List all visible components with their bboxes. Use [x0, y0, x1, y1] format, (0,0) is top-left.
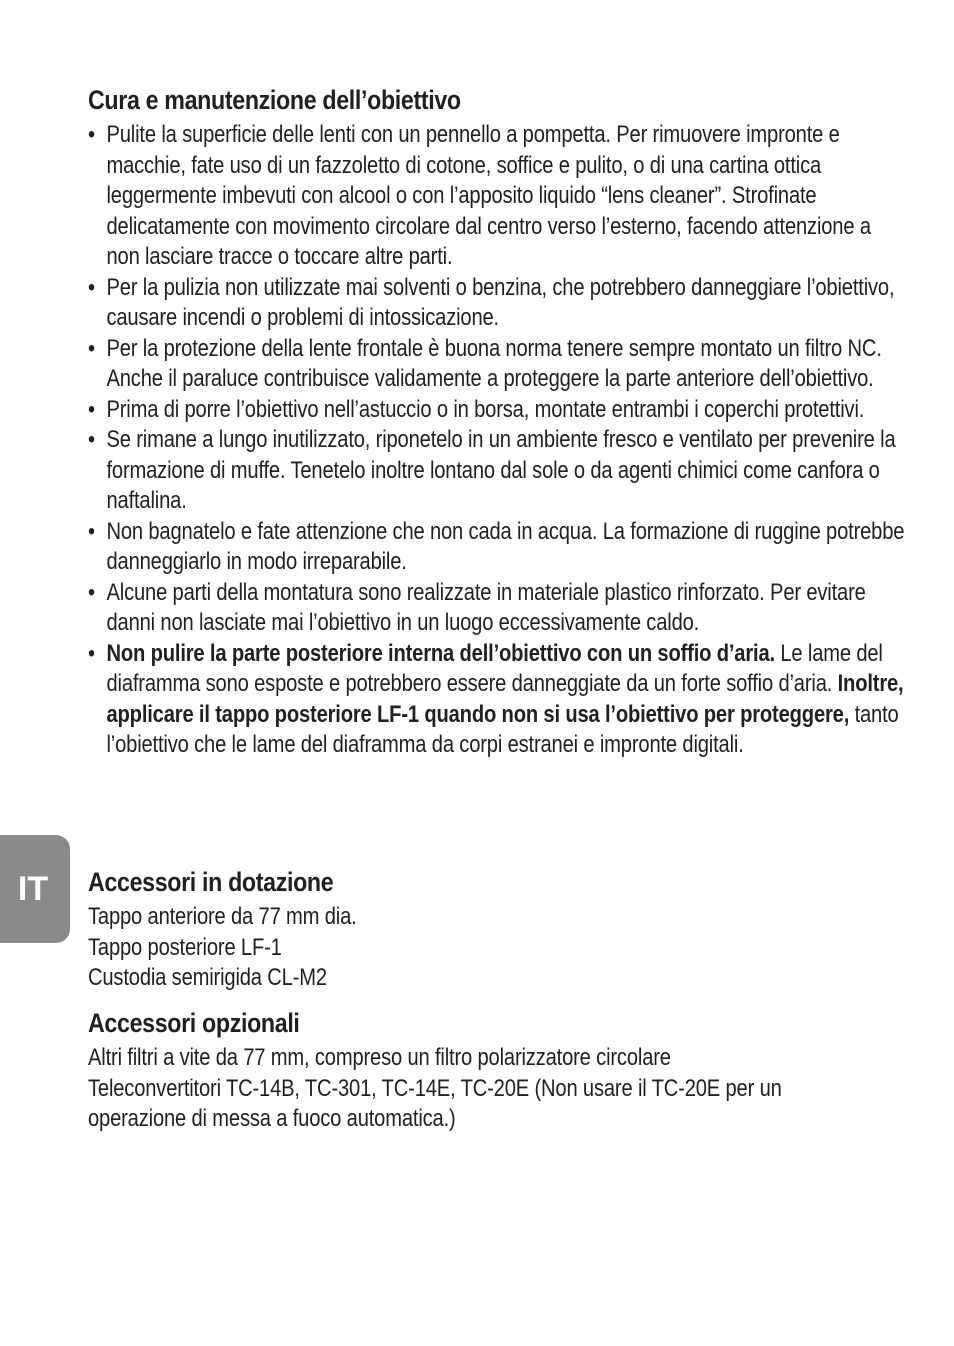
list-item: • Non bagnatelo e fate attenzione che non cada in acqua. La formazione di ruggine potrebbe danneggiarlo in modo irreparabile. — [88, 517, 908, 578]
list-item-warning — [88, 639, 908, 761]
optional-heading: Accessori opzionali — [88, 1008, 300, 1038]
language-tab — [0, 835, 70, 943]
optional-accessories-section — [88, 1003, 908, 1135]
list-item: • Prima di porre l’obiettivo nell’astuccio o in borsa, montate entrambi i coperchi protettivi. — [88, 395, 908, 426]
supplied-list — [88, 902, 908, 994]
care-body — [88, 120, 908, 761]
warning-text-1: Le lame del diaframma sono esposte e potrebbero essere danneggiate da un forte soffio d’aria. — [106, 639, 883, 697]
list-item: • Se rimane a lungo inutilizzato, riponetelo in un ambiente fresco e ventilato per prevenire la formazione di muffe. Tenetelo inoltre lontano dal sole o da agenti chimici come canfora o naftalina. — [88, 425, 908, 517]
supplied-accessories-section — [88, 862, 908, 994]
warning-bold-2: Inoltre, applicare il tappo posteriore LF-1 quando non si usa l’obiettivo per proteggere, — [106, 670, 904, 728]
supplied-heading: Accessori in dotazione — [88, 867, 334, 897]
warning-text-2: tanto l’obiettivo che le lame del diaframma da corpi estranei e impronte digitali. — [106, 700, 899, 758]
list-item: • Per la pulizia non utilizzate mai solventi o benzina, che potrebbero danneggiare l’obiettivo, causare incendi o problemi di intossicazione. — [88, 273, 908, 334]
list-item: operazione di messa a fuoco automatica.) — [88, 1105, 456, 1132]
list-item: • Alcune parti della montatura sono realizzate in materiale plastico rinforzato. Per evitare danni non lasciate mai l’obiettivo in un luogo eccessivamente caldo. — [88, 578, 908, 639]
language-tab-label: IT — [17, 869, 49, 908]
list-item: Tappo posteriore LF-1 — [88, 933, 282, 961]
list-item: Altri filtri a vite da 77 mm, compreso un filtro polarizzatore circolare — [88, 1044, 671, 1071]
care-list — [88, 120, 908, 761]
care-heading: Cura e manutenzione dell’obiettivo — [88, 85, 461, 115]
warning-bold-1: Non pulire la parte posteriore interna dell’obiettivo con un soffio d’aria. — [106, 639, 775, 667]
care-section — [88, 80, 908, 761]
list-item: • Pulite la superficie delle lenti con un pennello a pompetta. Per rimuovere impronte e macchie, fate uso di un fazzoletto di cotone, soffice e pulito, o di una cartina ottica leggermente imbevuti con alcool o con l’apposito liquido “lens cleaner”. Strofinate delicatamente con movimento circolare dal centro verso l’esterno, facendo attenzione a non lasciare tracce o toccare altre parti. — [88, 120, 908, 273]
list-item: • Per la protezione della lente frontale è buona norma tenere sempre montato un filtro NC. Anche il paraluce contribuisce validamente a proteggere la parte anteriore dell’obiettivo. — [88, 334, 908, 395]
list-item: Tappo anteriore da 77 mm dia. — [88, 903, 357, 930]
list-item: Teleconvertitori TC-14B, TC-301, TC-14E, TC-20E (Non usare il TC-20E per un — [88, 1074, 782, 1102]
optional-list — [88, 1043, 908, 1135]
list-item: Custodia semirigida CL-M2 — [88, 964, 327, 991]
